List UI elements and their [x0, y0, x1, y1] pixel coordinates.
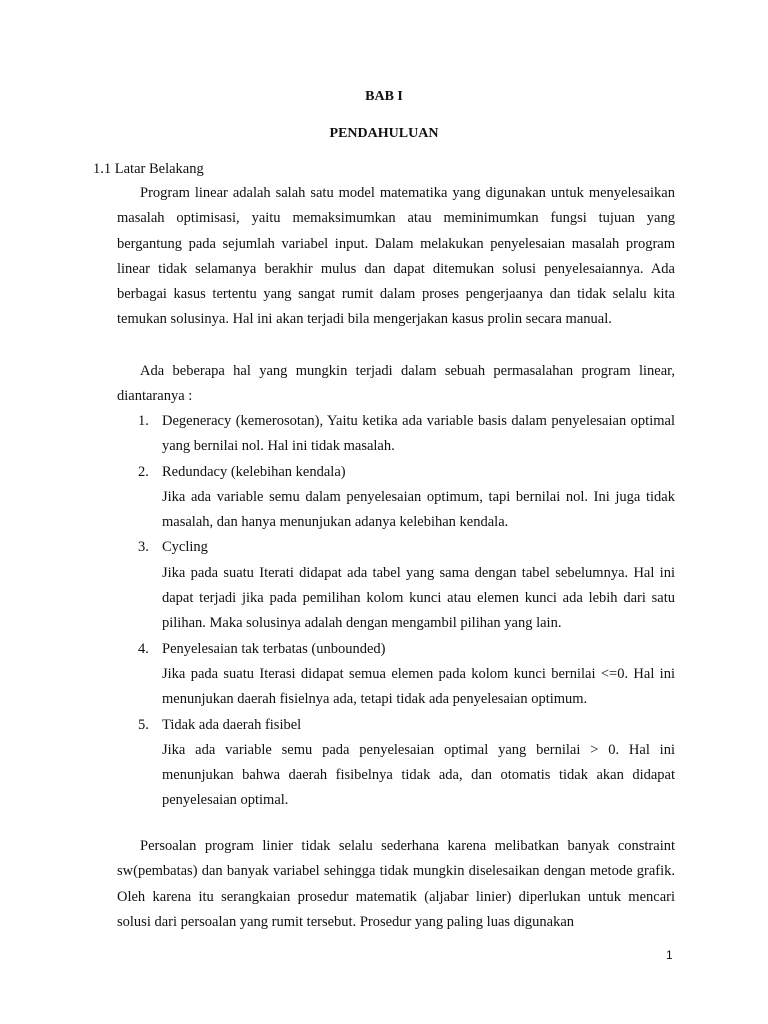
chapter-heading: PENDAHULUAN [329, 126, 439, 141]
list-item [117, 535, 675, 636]
list-item-number: 1. [138, 413, 149, 429]
cases-list [117, 409, 675, 814]
list-item-number: 5. [138, 716, 149, 733]
list-item-description: Jika ada variable semu pada penyelesaian optimal yang bernilai > 0. Hal ini menunjukan bahwa daerah fisibelnya tidak ada, dan otomatis tidak akan didapat penyelesaian optimal. [162, 741, 675, 809]
list-item-title: Tidak ada daerah fisibel [162, 716, 302, 733]
chapter-title: BAB I [365, 89, 403, 104]
list-item [117, 460, 675, 536]
list-item-title: Redundacy (kelebihan kendala) [162, 463, 346, 480]
list-item [117, 637, 675, 713]
section-title: 1.1 Latar Belakang [93, 161, 204, 177]
list-item-title: Cycling [162, 539, 208, 556]
list-item [117, 713, 675, 814]
list-item-title: Penyelesaian tak terbatas (unbounded) [162, 640, 386, 657]
paragraph-cases-intro: Ada beberapa hal yang mungkin terjadi dalam sebuah permasalahan program linear, diantaranya : [117, 363, 675, 405]
list-item-number: 3. [138, 539, 149, 556]
list-item-number: 2. [138, 463, 149, 480]
list-item-title: Degeneracy (kemerosotan), Yaitu ketika ada variable basis dalam penyelesaian optimal yang bernilai nol. Hal ini tidak masalah. [162, 413, 675, 455]
list-item-description: Jika pada suatu Iterati didapat ada tabel yang sama dengan tabel sebelumnya. Hal ini dapat terjadi jika pada pemilihan kolom kunci atau elemen kunci ada lebih dari satu pilihan. Maka solusinya adalah dengan mengambil pilihan yang lain. [162, 564, 675, 632]
list-item-description: Jika ada variable semu dalam penyelesaian optimum, tapi bernilai nol. Ini juga tidak masalah, dan hanya menunjukan adanya kelebihan kendala. [162, 488, 675, 531]
list-item-number: 4. [138, 640, 149, 657]
paragraph-linear-programming: Persoalan program linier tidak selalu sederhana karena melibatkan banyak constraint sw(pembatas) dan banyak variabel sehingga tidak mungkin diselesaikan dengan metode grafik. Oleh karena itu serangkaian prosedur matematik (aljabar linier) diperlukan untuk mencari solusi dari persoalan yang rumit tersebut. Prosedur yang paling luas digunakan [117, 838, 675, 930]
list-item [117, 409, 675, 460]
paragraph-intro: Program linear adalah salah satu model matematika yang digunakan untuk menyelesaikan masalah optimisasi, yaitu memaksimumkan atau meminimumkan fungsi tujuan yang bergantung pada sejumlah variabel input. Dalam melakukan penyelesaian masalah program linear tidak selamanya berakhir mulus dan dapat ditemukan solusi penyelesaiannya. Ada berbagai kasus tertentu yang sangat rumit dalam proses pengerjaanya dan tidak selalu kita temukan solusinya. Hal ini akan terjadi bila mengerjakan kasus prolin secara manual. [117, 185, 675, 328]
page-number: 1 [666, 948, 673, 962]
list-item-description: Jika pada suatu Iterasi didapat semua elemen pada kolom kunci bernilai <=0. Hal ini menunjukan daerah fisielnya ada, tetapi tidak ada penyelesaian optimum. [162, 665, 675, 708]
